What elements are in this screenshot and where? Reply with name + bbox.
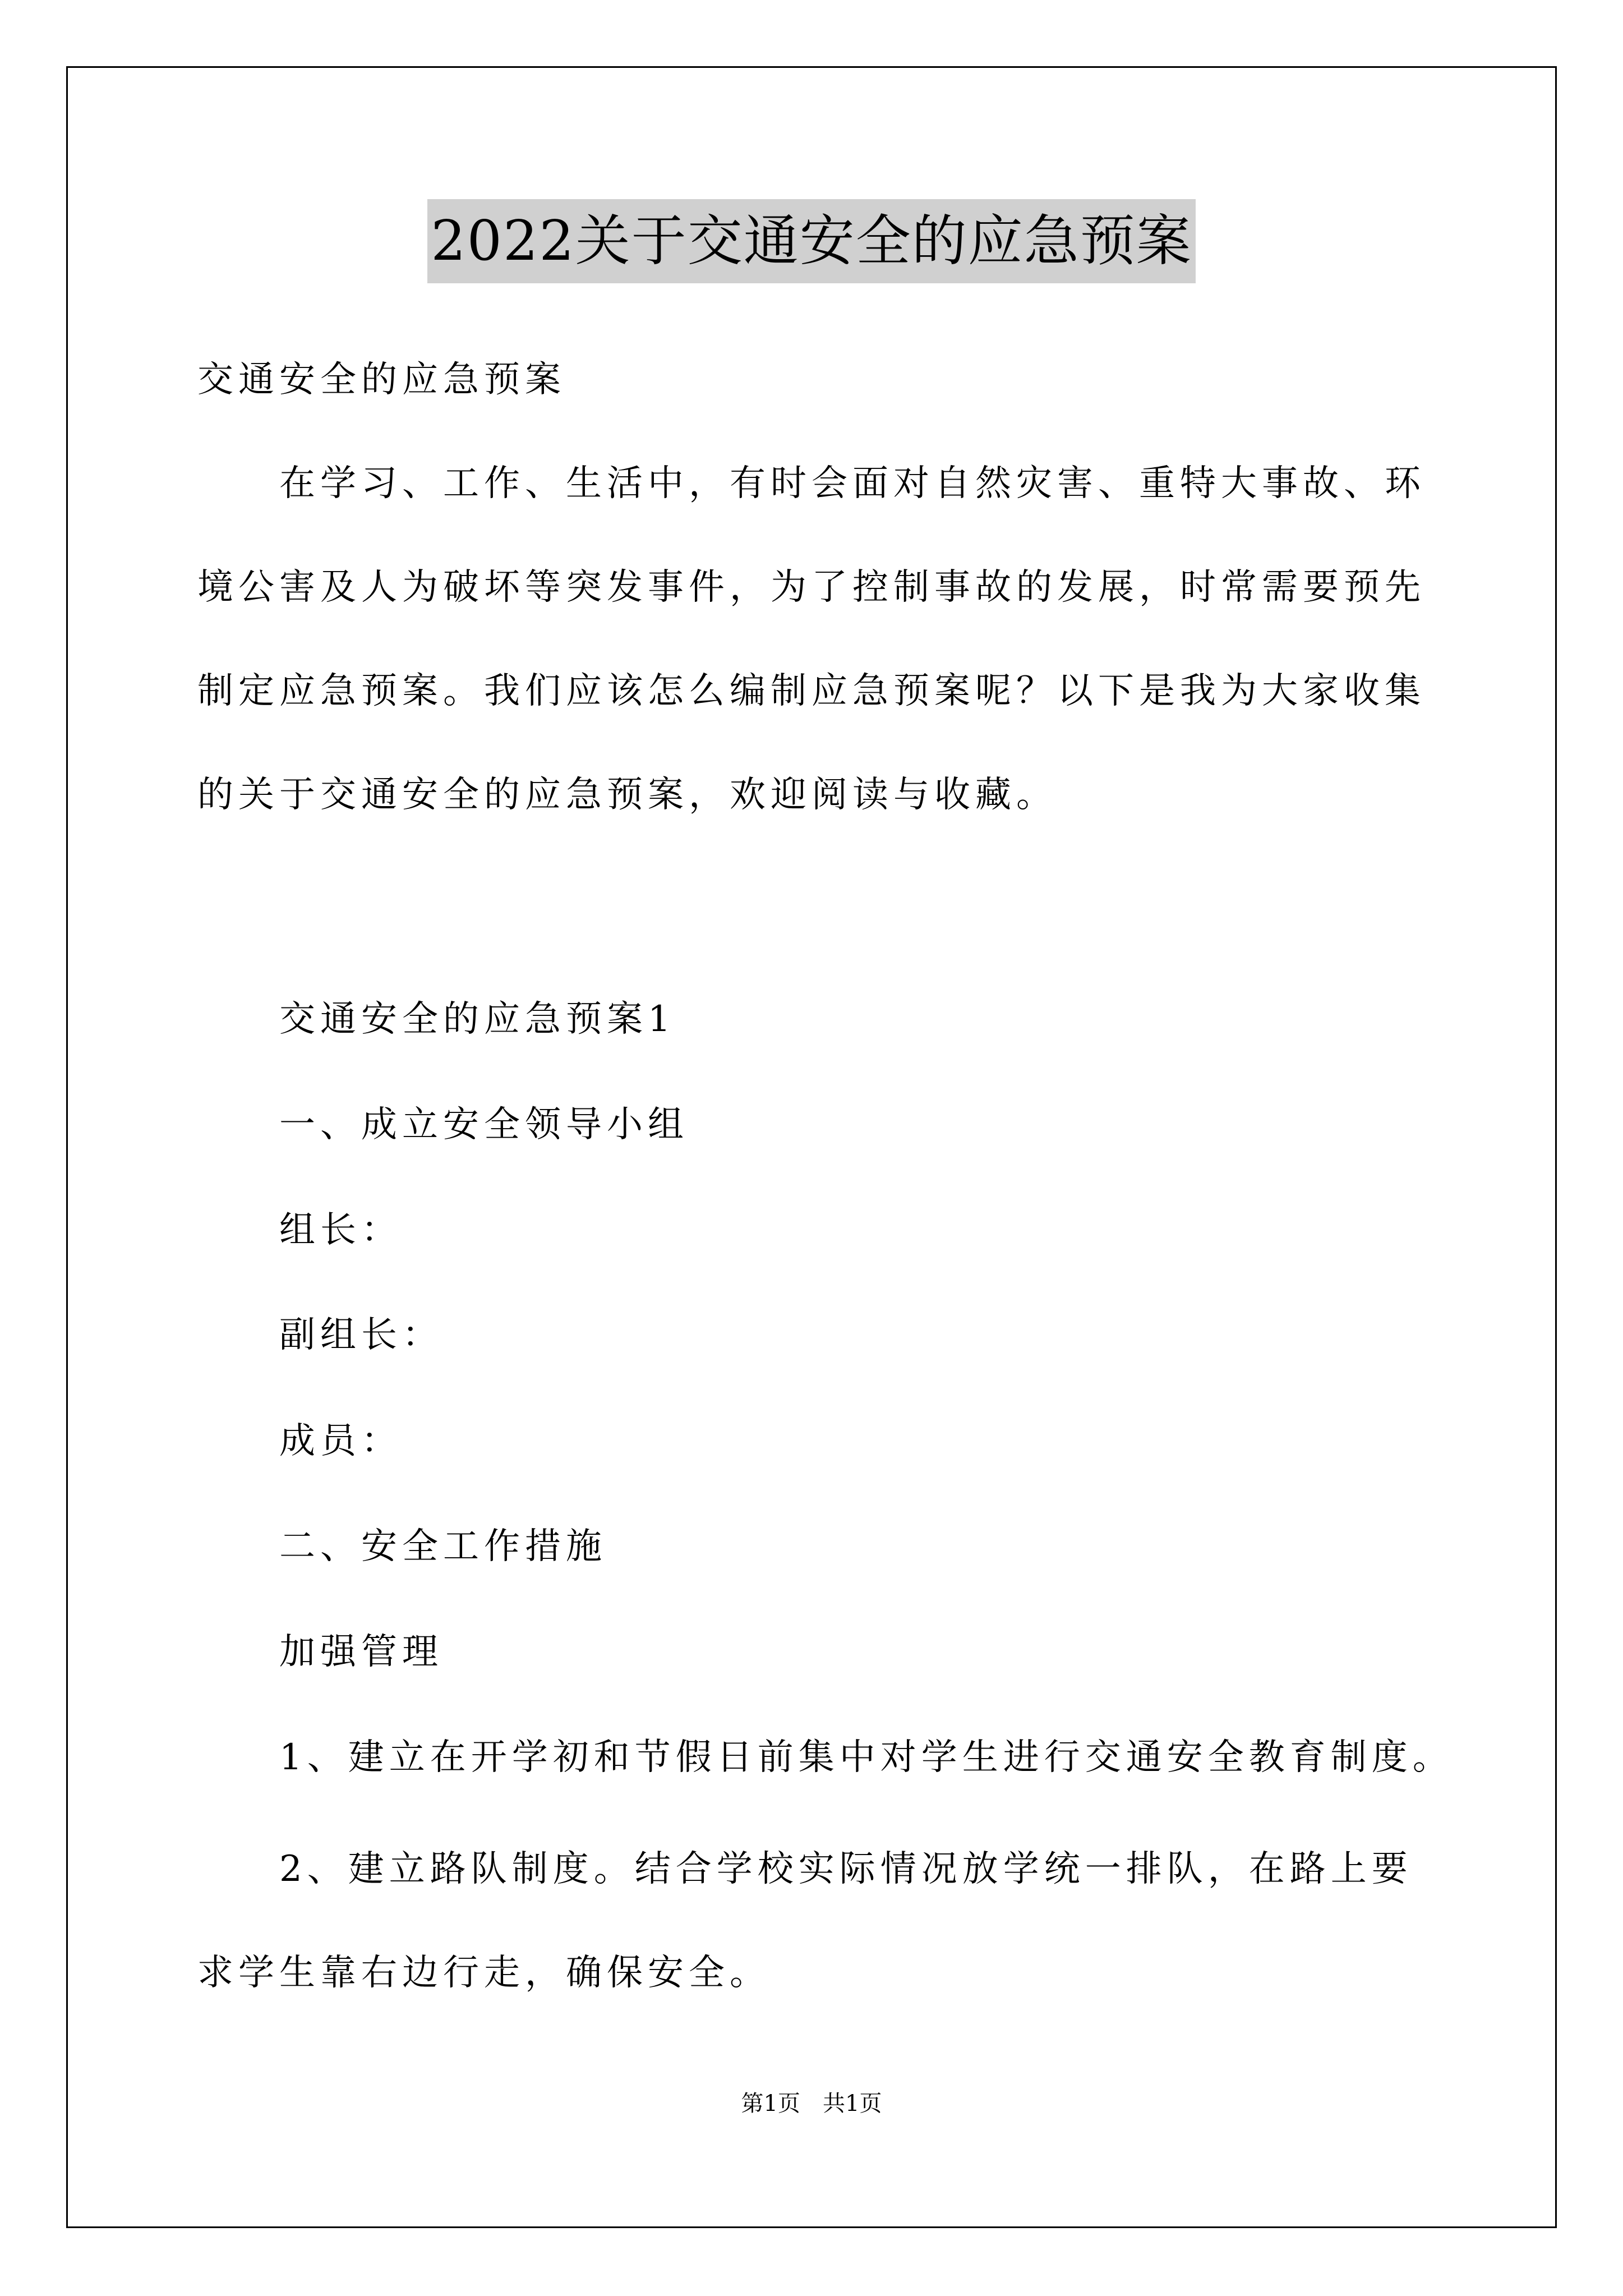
section-two-heading: 二、安全工作措施 (279, 1526, 607, 1567)
leader-label: 组长： (279, 1209, 402, 1251)
list-item-1: 1、建立在开学初和节假日前集中对学生进行交通安全教育制度。 (279, 1737, 1454, 1778)
section-title: 交通安全的应急预案1 (279, 999, 676, 1040)
strengthen-heading: 加强管理 (279, 1631, 443, 1673)
document-title: 2022关于交通安全的应急预案 (427, 199, 1195, 283)
page-footer: 第1页 共1页 (741, 2091, 882, 2116)
deputy-leader-label: 副组长： (279, 1314, 443, 1356)
intro-paragraph: 在学习、工作、生活中，有时会面对自然灾害、重特大事故、环境公害及人为破坏等突发事件，为了控制事故的发展，时常需要预先制定应急预案。我们应该怎么编制应急预案呢？以下是我为大家收集的关于交通安全的应急预案，欢迎阅读与收藏。 (197, 463, 1426, 816)
members-label: 成员： (279, 1420, 402, 1462)
intro-heading: 交通安全的应急预案 (197, 359, 566, 401)
list-item-2: 2、建立路队制度。结合学校实际情况放学统一排队，在路上要求学生靠右边行走，确保安全。 (197, 1848, 1413, 1994)
title-wrap (0, 199, 1623, 283)
section-one-heading: 一、成立安全领导小组 (279, 1104, 689, 1145)
